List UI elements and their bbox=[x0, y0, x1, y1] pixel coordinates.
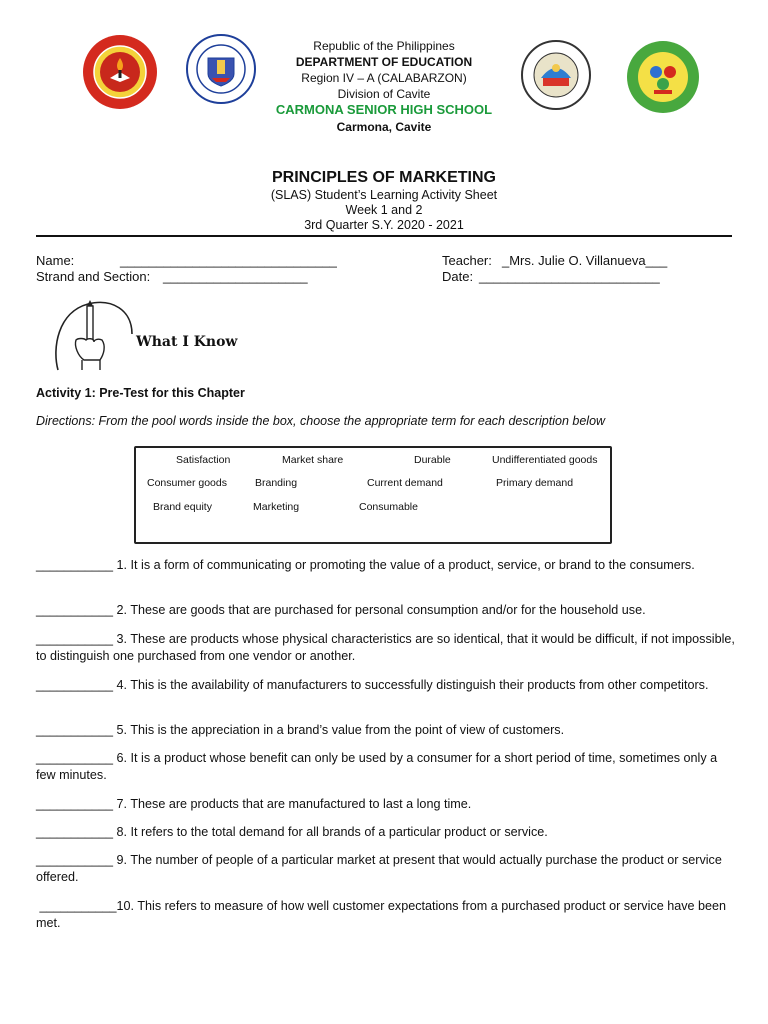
question-text: 4. This is the availability of manufacturers to successfully distinguish their products from other competitors. bbox=[113, 678, 709, 692]
answer-blank: ___________ bbox=[36, 899, 117, 913]
answer-blank: ___________ bbox=[36, 678, 114, 692]
question-item bbox=[36, 557, 736, 574]
pool-word: Branding bbox=[255, 477, 298, 489]
region-line: Region IV – A (CALABARZON) bbox=[301, 71, 467, 85]
activity-directions: Directions: From the pool words inside the box, choose the appropriate term for each description below bbox=[36, 414, 606, 428]
question-text: 1. It is a form of communicating or promoting the value of a product, service, or brand to the consumers. bbox=[113, 558, 695, 572]
week-line: Week 1 and 2 bbox=[345, 203, 423, 217]
pool-word: Consumer goods bbox=[147, 477, 227, 489]
answer-blank: ___________ bbox=[36, 797, 114, 811]
pool-word: Current demand bbox=[367, 477, 443, 489]
republic-line: Republic of the Philippines bbox=[313, 39, 455, 53]
pool-word: Undifferentiated goods bbox=[492, 454, 598, 466]
activity-title: Activity 1: Pre-Test for this Chapter bbox=[36, 386, 245, 400]
question-item bbox=[36, 796, 736, 813]
division-line: Division of Cavite bbox=[337, 87, 431, 101]
pool-word: Satisfaction bbox=[176, 454, 231, 466]
strand-line: ____________________ bbox=[163, 269, 308, 284]
question-item bbox=[36, 750, 736, 785]
question-text: 3. These are products whose physical characteristics are so identical, that it would be difficult, if not impossible, to distinguish one purchased from one vendor or another. bbox=[36, 632, 735, 664]
question-item bbox=[36, 722, 736, 739]
quarter-line: 3rd Quarter S.Y. 2020 - 2021 bbox=[304, 218, 464, 232]
school-town: Carmona, Cavite bbox=[336, 120, 432, 134]
question-text: 7. These are products that are manufactured to last a long time. bbox=[113, 797, 472, 811]
answer-blank: ___________ bbox=[36, 751, 114, 765]
page-subtitle: (SLAS) Student’s Learning Activity Sheet bbox=[270, 188, 498, 202]
date-label: Date: bbox=[442, 269, 474, 284]
answer-blank: ___________ bbox=[36, 853, 114, 867]
teacher-label: Teacher: bbox=[442, 253, 492, 268]
question-item bbox=[36, 824, 736, 841]
question-item bbox=[36, 852, 736, 887]
question-item bbox=[36, 898, 736, 933]
question-item bbox=[36, 602, 736, 619]
question-item bbox=[36, 631, 736, 666]
title-divider bbox=[36, 235, 732, 237]
answer-blank: ___________ bbox=[36, 558, 114, 572]
question-text: 6. It is a product whose benefit can only be used by a consumer for a short period of time, sometimes only a few minutes. bbox=[36, 751, 718, 783]
name-line: ______________________________ bbox=[120, 253, 337, 268]
department-line: DEPARTMENT OF EDUCATION bbox=[295, 55, 473, 69]
question-text: 9. The number of people of a particular market at present that would actually purchase the product or service offered. bbox=[36, 853, 722, 885]
answer-blank: ___________ bbox=[36, 723, 114, 737]
page-title: PRINCIPLES OF MARKETING bbox=[271, 169, 496, 186]
what-i-know-heading: What I Know bbox=[136, 334, 238, 350]
pool-word: Primary demand bbox=[496, 477, 574, 489]
pool-word: Durable bbox=[414, 454, 451, 466]
teacher-value: _Mrs. Julie O. Villanueva___ bbox=[502, 253, 668, 268]
pool-word: Marketing bbox=[253, 501, 300, 513]
answer-blank: ___________ bbox=[36, 632, 114, 646]
strand-label: Strand and Section: bbox=[36, 269, 151, 284]
question-item bbox=[36, 677, 736, 694]
answer-blank: ___________ bbox=[36, 603, 114, 617]
question-text: 8. It refers to the total demand for all brands of a particular product or service. bbox=[113, 825, 548, 839]
question-text: 5. This is the appreciation in a brand’s value from the point of view of customers. bbox=[113, 723, 565, 737]
pool-word: Consumable bbox=[359, 501, 418, 513]
school-name: CARMONA SENIOR HIGH SCHOOL bbox=[275, 102, 493, 117]
hand-pencil-icon bbox=[48, 298, 134, 372]
answer-blank: ___________ bbox=[36, 825, 114, 839]
pool-word: Brand equity bbox=[153, 501, 212, 513]
pool-word: Market share bbox=[282, 454, 344, 466]
question-text: 10. This refers to measure of how well customer expectations from a purchased product or service have been met. bbox=[36, 899, 727, 931]
name-label: Name: bbox=[36, 253, 75, 268]
date-line: _________________________ bbox=[479, 269, 660, 284]
question-text: 2. These are goods that are purchased for personal consumption and/or for the household use. bbox=[113, 603, 646, 617]
